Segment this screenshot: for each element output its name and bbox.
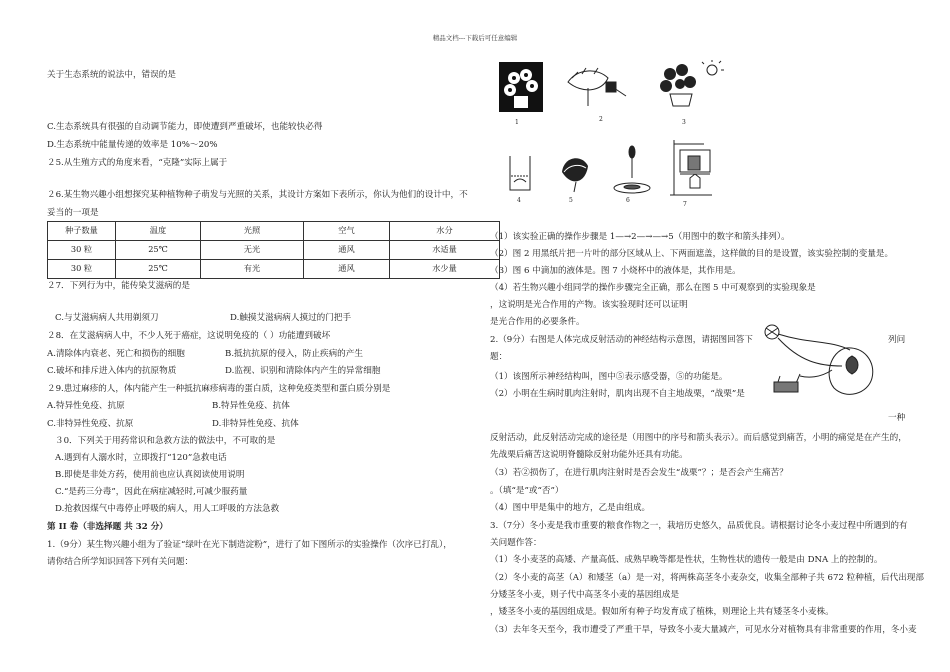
- q2-part-2: （2）小明在生病时肌肉注射时，肌肉出现不自主地战栗，“战栗”是: [490, 389, 745, 399]
- table-cell: 25℃: [116, 241, 201, 260]
- table-header: 光照: [201, 222, 304, 241]
- table-cell: 30 粒: [48, 241, 116, 260]
- table-cell: 通风: [304, 241, 390, 260]
- figure-label: 1: [515, 119, 519, 126]
- part-2-title: 第 II 卷（非选择题 共 32 分）: [47, 522, 168, 532]
- table-row: [48, 241, 500, 260]
- figure-label: 4: [517, 197, 521, 204]
- beaker-illustration: [510, 156, 530, 190]
- table-row: [48, 260, 500, 279]
- leaf-result-illustration: [562, 158, 588, 192]
- q1-part-1: （1）该实验正确的操作步骤是 1—→2—→—→5（用图中的数字和箭头排列）。: [490, 232, 790, 242]
- q1-part-2: （2）图 2 用黑纸片把一片叶的部分区域从上、下两面遮盖，这样做的目的是设置，该实验控制的变量是。: [490, 249, 894, 259]
- figure-label: 7: [683, 201, 687, 208]
- option-28c: C.破坏和排斥进入体内的抗原物质: [47, 366, 177, 376]
- figure-label: 5: [569, 197, 573, 204]
- q1-part-3: （3）图 6 中滴加的液体是。图 7 小烧杯中的液体是，其作用是。: [490, 266, 741, 276]
- q2-part-2-end-line: 先战栗后痛苦这说明脊髓除反射功能外还具有功能。: [490, 450, 688, 460]
- problem-1: 1.（9分）某生物兴趣小组为了验证“绿叶在光下制造淀粉”，进行了如下图所示的实验操作（次序已打乱），: [47, 540, 452, 550]
- table-cell: 水适量: [390, 241, 500, 260]
- question-ecosystem: 关于生态系统的说法中，错误的是: [47, 70, 176, 80]
- q2-part-2-cont: 反射活动，此反射活动完成的途径是（用图中的序号和箭头表示）。而后感觉到痛苦，小明的痛觉是在产生的，: [490, 433, 907, 443]
- page-header: 精品文档---下载后可任意编辑: [432, 34, 518, 42]
- figure-label: 3: [682, 119, 686, 126]
- table-cell: 无光: [201, 241, 304, 260]
- q3-part-2-end: ，矮茎冬小麦的基因组成是。假如所有种子均发育成了植株，则理论上共有矮茎冬小麦株。: [490, 607, 834, 617]
- question-3: 3.（7分）冬小麦是我市重要的粮食作物之一，栽培历史悠久，品质优良。请根据讨论冬小麦过程中所遇到的有: [490, 521, 908, 531]
- q3-part-3: （3）去年冬天至今，我市遭受了严重干旱，导致冬小麦大量减产，可见水分对植物具有非常重要的作用，冬小麦: [490, 625, 917, 635]
- table-cell: 通风: [304, 260, 390, 279]
- option-29a: A.特异性免疫、抗原: [47, 401, 125, 411]
- question-29: ２9.患过麻疹的人，体内能产生一种抵抗麻疹病毒的蛋白质，这种免疫类型和蛋白质分别是: [47, 384, 391, 394]
- table-cell: 水少量: [390, 260, 500, 279]
- option-29c: C.非特异性免疫、抗原: [47, 419, 134, 429]
- q3-part-2-cont: 分矮茎冬小麦，则子代中高茎冬小麦的基因组成是: [490, 590, 680, 600]
- q3-part-2: （2）冬小麦的高茎（A）和矮茎（a）是一对，将两株高茎冬小麦杂交，收集全部种子共 672 粒种植，后代出现部: [490, 573, 924, 583]
- table-header: 水分: [390, 222, 500, 241]
- option-30a: A.遇到有人溺水时，立即拨打“120”急救电话: [55, 453, 227, 463]
- table-header: 种子数量: [48, 222, 116, 241]
- question-3-cont: 关问题作答：: [490, 538, 542, 548]
- option-d: D.生态系统中能量传递的效率是 10%～20%: [47, 140, 218, 150]
- question-28: ２8．在艾滋病病人中，不少人死于癌症，这说明免疫的（ ）功能遭到破坏: [47, 331, 331, 341]
- sunlit-plant-illustration: [660, 60, 724, 106]
- option-27d: D.触摸艾滋病病人摸过的门把手: [230, 313, 352, 323]
- table-header: 空气: [304, 222, 390, 241]
- table-cell: 有光: [201, 260, 304, 279]
- question-26: ２6.某生物兴趣小组想探究某种植物种子萌发与光照的关系，其设计方案如下表所示，你认为他们的设计中，不: [47, 190, 468, 200]
- option-28a: A.清除体内衰老、死亡和损伤的细胞: [47, 349, 185, 359]
- figure-label: 6: [626, 197, 630, 204]
- q2-part-2-end: 一种: [888, 413, 906, 423]
- question-2: 2.（9分）右图是人体完成反射活动的神经结构示意图，请据图回答下: [490, 335, 753, 345]
- option-28b: B.抵抗抗原的侵入，防止疾病的产生: [225, 349, 363, 359]
- dark-box-plant-illustration: [499, 62, 543, 112]
- q2-part-3-cont: 。（填“是”或“否”）: [490, 486, 564, 496]
- photosynthesis-experiment-figure: [490, 60, 740, 212]
- table-cell: 25℃: [116, 260, 201, 279]
- question-2-cont: 题：: [490, 352, 508, 362]
- option-28d: D.监视、识别和清除体内产生的异常细胞: [225, 366, 381, 376]
- q1-part-4: （4）若生物兴趣小组同学的操作步骤完全正确，那么在图 5 中可观察到的实验现象是: [490, 283, 816, 293]
- question-27: ２7．下列行为中，能传染艾滋病的是: [47, 281, 190, 291]
- table-cell: 30 粒: [48, 260, 116, 279]
- problem-1-cont: 请你结合所学知识回答下列有关问题：: [47, 557, 194, 567]
- experiment-table: [47, 221, 500, 279]
- question-25: ２5.从生殖方式的角度来看，“克隆”实际上属于: [47, 158, 228, 168]
- option-29d: D.非特异性免疫、抗体: [212, 419, 299, 429]
- option-30b: B.即使是非处方药，使用前也应认真阅读使用说明: [55, 470, 245, 480]
- water-bath-illustration: [670, 140, 712, 195]
- option-30c: C.“是药三分毒”，因此在病症减轻时,可减少服药量: [55, 487, 248, 497]
- figure-label: 2: [599, 116, 603, 123]
- question-2-end: 列问: [888, 335, 906, 345]
- table-header-row: [48, 222, 500, 241]
- table-header: 温度: [116, 222, 201, 241]
- leaf-covering-illustration: [568, 68, 626, 106]
- q1-part-4-end: 是光合作用的必要条件。: [490, 317, 585, 327]
- q2-part-4: （4）图中甲是集中的地方，乙是由组成。: [490, 503, 651, 513]
- q1-part-4-cont: ，这说明是光合作用的产物。该实验现时还可以证明: [490, 300, 688, 310]
- q2-part-3: （3）若②损伤了，在进行肌肉注射时是否会发生“战栗”？；是否会产生痛苦？: [490, 468, 788, 478]
- q3-part-1: （1）冬小麦茎的高矮、产量高低、成熟早晚等都是性状，生物性状的遗传一般是由 DNA 上的控制的。: [490, 555, 883, 565]
- question-26-cont: 妥当的一项是: [47, 208, 99, 218]
- question-30: ３0．下列关于用药常识和急救方法的做法中，不可取的是: [55, 436, 276, 446]
- option-c: C.生态系统具有很强的自动调节能力，即使遭到严重破坏，也能较快必得: [47, 122, 323, 132]
- reflex-arc-diagram: [760, 322, 886, 408]
- dropper-dish-illustration: [614, 146, 650, 193]
- option-29b: B.特异性免疫、抗体: [212, 401, 290, 411]
- q2-part-1: （1）该图所示神经结构叫，图中⑤表示感受器，⑤的功能是。: [490, 372, 728, 382]
- option-27c: C.与艾滋病病人共用剃须刀: [55, 313, 159, 323]
- option-30d: D.抢救因煤气中毒停止呼吸的病人，用人工呼吸的方法急救: [55, 504, 280, 514]
